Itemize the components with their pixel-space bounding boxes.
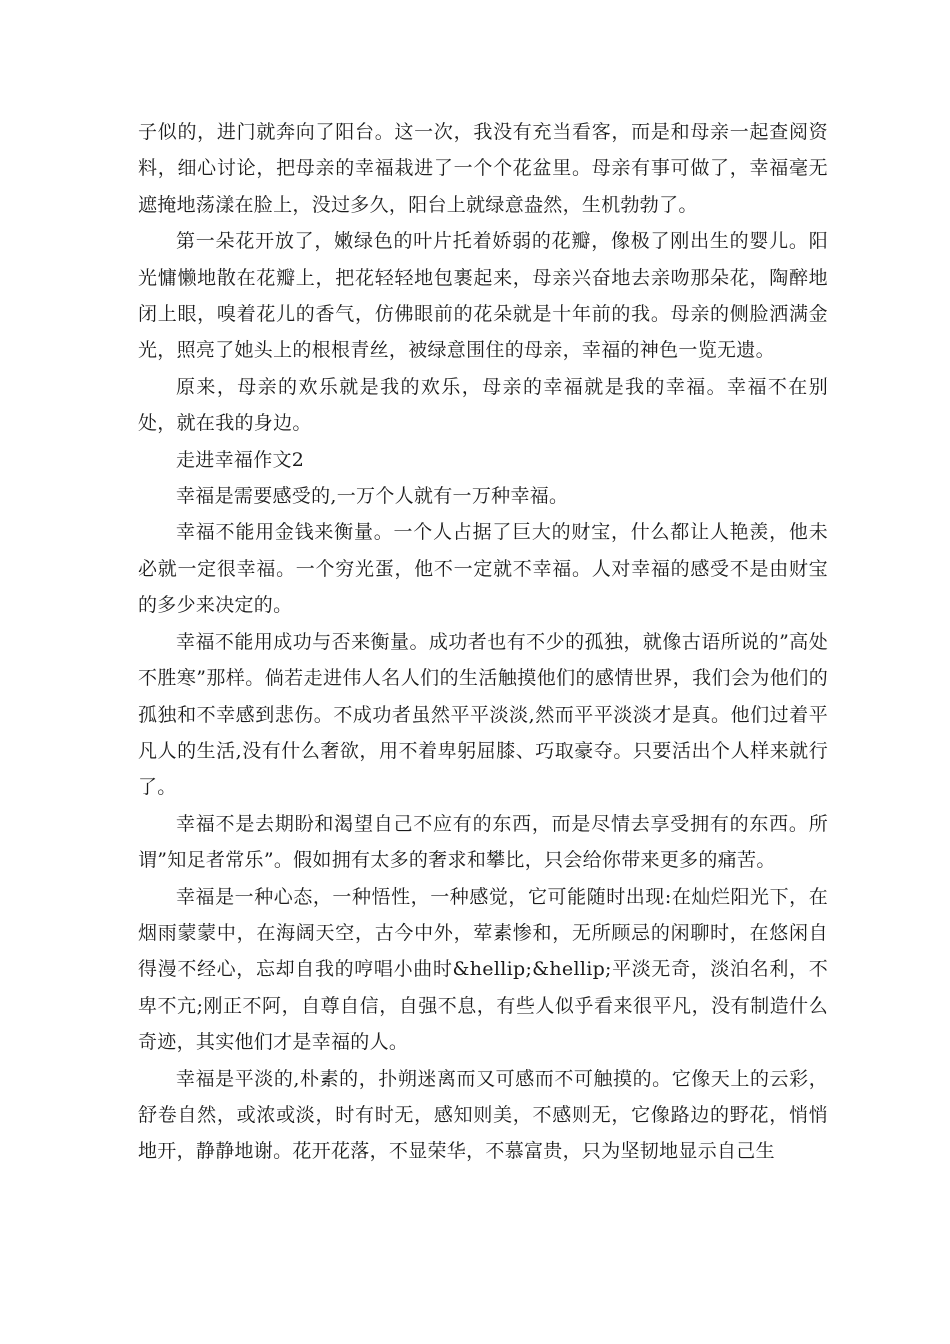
article-body	[138, 114, 828, 1170]
paragraph-3: 原来，母亲的欢乐就是我的欢乐，母亲的幸福就是我的幸福。幸福不在别处，就在我的身边。	[138, 375, 828, 435]
paragraph-2: 第一朵花开放了，嫩绿色的叶片托着娇弱的花瓣，像极了刚出生的婴儿。阳光慵懒地散在花瓣上，把花轻轻地包裹起来，母亲兴奋地去亲吻那朵花，陶醉地闭上眼，嗅着花儿的香气，仿佛眼前的花朵就是十年前的我。母亲的侧脸洒满金光，照亮了她头上的根根青丝，被绿意围住的母亲，幸福的神色一览无遗。	[138, 230, 828, 362]
paragraph-5: 幸福是需要感受的,一万个人就有一万种幸福。	[176, 485, 569, 508]
paragraph-10: 幸福是平淡的,朴素的，扑朔迷离而又可感而不可触摸的。它像天上的云彩，舒卷自然，或浓或淡，时有时无，感知则美，不感则无，它像路边的野花，悄悄地开，静静地谢。花开花落，不显荣华，不慕富贵，只为坚韧地显示自己生	[138, 1067, 828, 1163]
paragraph-7: 幸福不能用成功与否来衡量。成功者也有不少的孤独，就像古语所说的”高处不胜寒”那样。倘若走进伟人名人们的生活触摸他们的感情世界，我们会为他们的孤独和不幸感到悲伤。不成功者虽然平平淡淡,然而平平淡淡才是真。他们过着平凡人的生活,没有什么奢欲，用不着卑躬屈膝、巧取豪夺。只要活出个人样来就行了。	[138, 630, 828, 799]
paragraph-9: 幸福是一种心态，一种悟性，一种感觉，它可能随时出现:在灿烂阳光下，在烟雨蒙蒙中，在海阔天空，古今中外，荤素惨和，无所顾忌的闲聊时，在悠闲自得漫不经心，忘却自我的哼唱小曲时&hellip;&hellip;平淡无奇，淡泊名利，不卑不亢;刚正不阿，自尊自信，自强不息，有些人似乎看来很平凡，没有制造什么奇迹，其实他们才是幸福的人。	[138, 885, 828, 1054]
section-heading: 走进幸福作文2	[176, 448, 305, 471]
paragraph-6: 幸福不能用金钱来衡量。一个人占据了巨大的财宝，什么都让人艳羡，他未必就一定很幸福。一个穷光蛋，他不一定就不幸福。人对幸福的感受不是由财宝的多少来决定的。	[138, 521, 828, 617]
paragraph-1: 子似的，进门就奔向了阳台。这一次，我没有充当看客，而是和母亲一起查阅资料，细心讨论，把母亲的幸福栽进了一个个花盆里。母亲有事可做了，幸福毫无遮掩地荡漾在脸上，没过多久，阳台上就绿意盎然，生机勃勃了。	[138, 121, 828, 216]
paragraph-8: 幸福不是去期盼和渴望自己不应有的东西，而是尽情去享受拥有的东西。所谓”知足者常乐”。假如拥有太多的奢求和攀比，只会给你带来更多的痛苦。	[138, 812, 828, 872]
